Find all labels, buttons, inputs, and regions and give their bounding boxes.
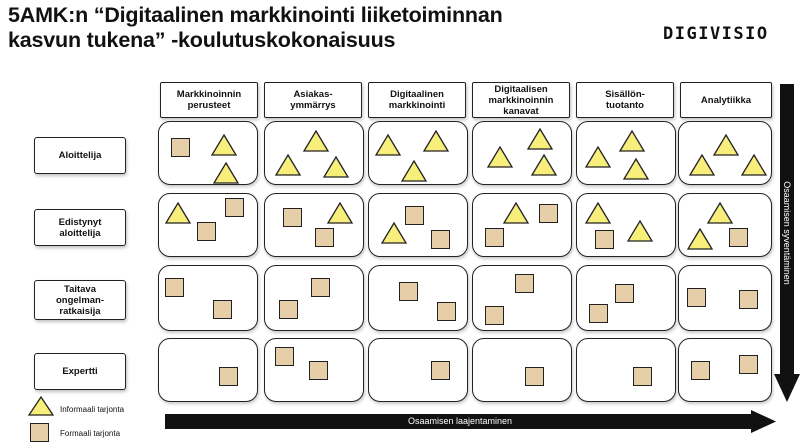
- informaali-triangle: [375, 134, 401, 156]
- row-header-aloittelija: Aloittelija: [34, 137, 126, 174]
- formaali-square: [213, 300, 232, 319]
- legend-informaali-label: Informaali tarjonta: [60, 405, 125, 414]
- informaali-triangle: [503, 202, 529, 224]
- informaali-triangle: [687, 228, 713, 250]
- grid-cell: [368, 265, 468, 331]
- column-header-digitaalinen-markkinointi: Digitaalinen markkinointi: [368, 82, 466, 118]
- grid-cell: [368, 338, 468, 402]
- column-header-digitaalisen-markkinoinnin-kanavat: Digitaalisen markkinoinnin kanavat: [472, 82, 570, 118]
- grid-cell: [264, 338, 364, 402]
- horizontal-arrow-label: Osaamisen laajentaminen: [407, 416, 513, 426]
- formaali-square: [283, 208, 302, 227]
- column-header-sisallontuotanto: Sisällön- tuotanto: [576, 82, 674, 118]
- formaali-square: [171, 138, 190, 157]
- informaali-triangle: [689, 154, 715, 176]
- formaali-square: [437, 302, 456, 321]
- grid-cell: [576, 265, 676, 331]
- page-title: [8, 3, 648, 53]
- informaali-triangle: [381, 222, 407, 244]
- column-header-asiakasymmarrys: Asiakas- ymmärrys: [264, 82, 362, 118]
- formaali-square: [225, 198, 244, 217]
- grid-cell: [678, 265, 772, 331]
- grid-cell: [576, 338, 676, 402]
- grid-cell: [158, 338, 258, 402]
- grid-cell: [576, 193, 676, 257]
- grid-cell: [264, 265, 364, 331]
- formaali-square: [165, 278, 184, 297]
- grid-cell: [576, 121, 676, 185]
- legend-triangle-icon: [27, 395, 55, 417]
- legend-square-icon: [30, 423, 49, 442]
- grid-cell: [472, 193, 572, 257]
- formaali-square: [633, 367, 652, 386]
- informaali-triangle: [531, 154, 557, 176]
- formaali-square: [687, 288, 706, 307]
- grid-cell: [158, 121, 258, 185]
- grid-cell: [472, 338, 572, 402]
- formaali-square: [315, 228, 334, 247]
- formaali-square: [739, 290, 758, 309]
- formaali-square: [197, 222, 216, 241]
- formaali-square: [311, 278, 330, 297]
- informaali-triangle: [623, 158, 649, 180]
- informaali-triangle: [401, 160, 427, 182]
- grid-cell: [678, 338, 772, 402]
- row-header-edistynyt-aloittelija: Edistynyt aloittelija: [34, 209, 126, 246]
- formaali-square: [405, 206, 424, 225]
- informaali-triangle: [585, 146, 611, 168]
- informaali-triangle: [165, 202, 191, 224]
- column-header-markkinoinnin-perusteet: Markkinoinnin perusteet: [160, 82, 258, 118]
- title-line-1: 5AMK:n “Digitaalinen markkinointi liiketoiminnan: [8, 3, 503, 27]
- formaali-square: [589, 304, 608, 323]
- informaali-triangle: [211, 134, 237, 156]
- grid-cell: [472, 265, 572, 331]
- formaali-square: [691, 361, 710, 380]
- grid-cell: [678, 193, 772, 257]
- formaali-square: [399, 282, 418, 301]
- informaali-triangle: [527, 128, 553, 150]
- grid-cell: [264, 121, 364, 185]
- grid-cell: [158, 193, 258, 257]
- column-header-analytiikka: Analytiikka: [680, 82, 772, 118]
- grid-cell: [264, 193, 364, 257]
- formaali-square: [739, 355, 758, 374]
- formaali-square: [485, 306, 504, 325]
- formaali-square: [219, 367, 238, 386]
- informaali-triangle: [741, 154, 767, 176]
- formaali-square: [525, 367, 544, 386]
- formaali-square: [279, 300, 298, 319]
- informaali-triangle: [627, 220, 653, 242]
- digivisio-logo: DIGIVISIO: [663, 24, 769, 44]
- informaali-triangle: [327, 202, 353, 224]
- grid-cell: [368, 121, 468, 185]
- grid-cell: [158, 265, 258, 331]
- formaali-square: [515, 274, 534, 293]
- informaali-triangle: [619, 130, 645, 152]
- legend-formaali-label: Formaali tarjonta: [60, 429, 121, 438]
- informaali-triangle: [713, 134, 739, 156]
- formaali-square: [431, 361, 450, 380]
- informaali-triangle: [323, 156, 349, 178]
- grid-cell: [472, 121, 572, 185]
- row-header-expertti: Expertti: [34, 353, 126, 390]
- informaali-triangle: [213, 162, 239, 184]
- informaali-triangle: [275, 154, 301, 176]
- formaali-square: [615, 284, 634, 303]
- informaali-triangle: [303, 130, 329, 152]
- grid-cell: [678, 121, 772, 185]
- formaali-square: [729, 228, 748, 247]
- informaali-triangle: [423, 130, 449, 152]
- vertical-arrow-label: Osaamisen syventäminen: [782, 181, 792, 285]
- row-header-taitava-ongelmanratkaisija: Taitava ongelman- ratkaisija: [34, 280, 126, 320]
- formaali-square: [275, 347, 294, 366]
- formaali-square: [431, 230, 450, 249]
- formaali-square: [309, 361, 328, 380]
- grid-cell: [368, 193, 468, 257]
- title-line-2: kasvun tukena” -koulutuskokonaisuus: [8, 28, 396, 52]
- formaali-square: [595, 230, 614, 249]
- formaali-square: [539, 204, 558, 223]
- informaali-triangle: [707, 202, 733, 224]
- informaali-triangle: [487, 146, 513, 168]
- formaali-square: [485, 228, 504, 247]
- informaali-triangle: [585, 202, 611, 224]
